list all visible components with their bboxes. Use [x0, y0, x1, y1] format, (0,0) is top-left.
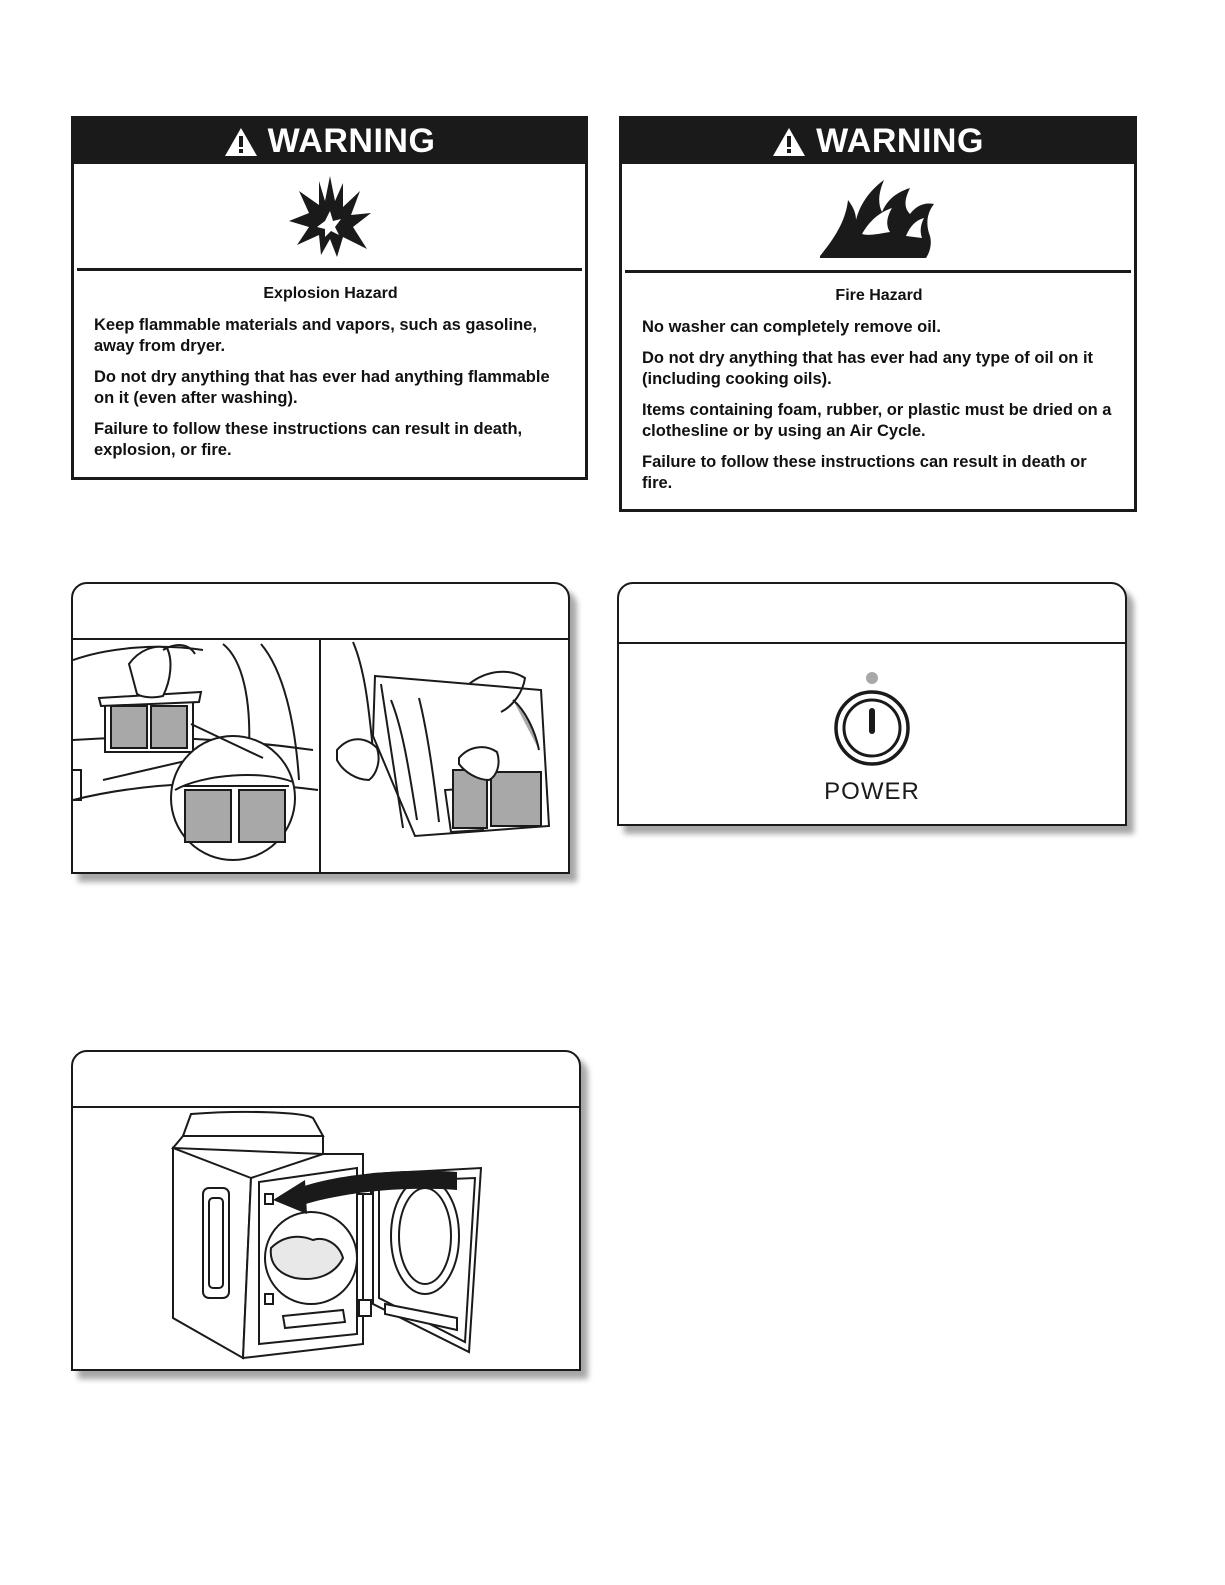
panel-header — [619, 584, 1125, 644]
warning-triangle-icon — [772, 127, 806, 157]
warning-header — [622, 119, 1134, 164]
warning-header-text: WARNING — [267, 122, 436, 160]
warning-line: Keep flammable materials and vapors, such as gasoline, away from dryer. — [94, 316, 537, 355]
power-button-icon[interactable] — [836, 692, 908, 764]
fire-warning-box — [619, 116, 1137, 512]
warning-line: Failure to follow these instructions can result in death or fire. — [642, 453, 1087, 492]
fire-icon — [818, 174, 938, 260]
power-illustration — [619, 644, 1125, 824]
warning-line: No washer can completely remove oil. — [642, 318, 941, 336]
warning-header-text: WARNING — [816, 122, 984, 160]
explosion-warning-box — [71, 116, 588, 480]
panel-header — [73, 584, 568, 640]
panel-header — [73, 1052, 579, 1108]
lint-screen-illustration — [73, 640, 568, 874]
hazard-title: Explosion Hazard — [263, 285, 398, 302]
warning-line: Do not dry anything that has ever had anything flammable on it (even after washing). — [94, 368, 550, 407]
power-indicator-light — [866, 672, 878, 684]
hazard-title: Fire Hazard — [835, 287, 923, 304]
dryer-door-panel — [71, 1050, 581, 1371]
warning-line: Items containing foam, rubber, or plastic must be dried on a clothesline or by using an Air Cycle. — [642, 401, 1112, 440]
warning-header — [74, 119, 585, 164]
warning-line: Do not dry anything that has ever had any type of oil on it (including cooking oils). — [642, 349, 1094, 388]
explosion-icon — [285, 171, 375, 261]
power-panel — [617, 582, 1127, 826]
lint-screen-panel — [71, 582, 570, 874]
warning-triangle-icon — [224, 127, 258, 157]
warning-line: Failure to follow these instructions can result in death, explosion, or fire. — [94, 420, 523, 459]
power-label: POWER — [824, 778, 920, 805]
dryer-door-illustration — [73, 1108, 579, 1371]
